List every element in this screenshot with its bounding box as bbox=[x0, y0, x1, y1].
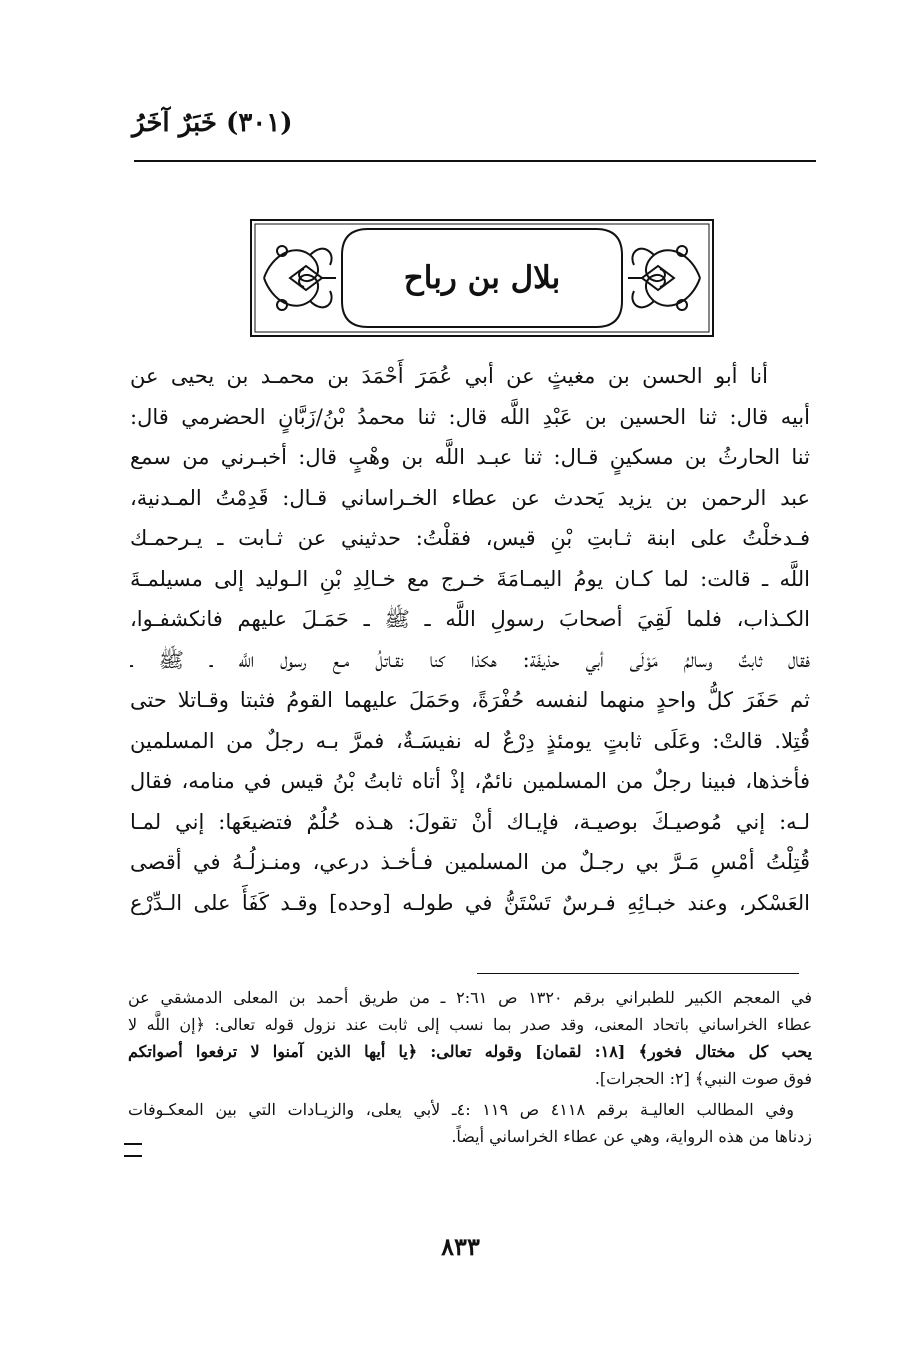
title-cartouche bbox=[250, 219, 714, 337]
footnotes bbox=[128, 984, 812, 1150]
footnote-line: يحب كل مختال فخور﴾ [١٨: لقمان] وقوله تعالى: ﴿يا أيها الذين آمنوا لا ترفعوا أصواتكم bbox=[128, 1042, 812, 1061]
running-header: (٣٠١) خَبَرٌ آخَرُ bbox=[132, 108, 293, 138]
footnote-line: زدناها من هذه الرواية، وهي عن عطاء الخراساني أيضاً. bbox=[451, 1127, 812, 1146]
text-line: العَسْكر، وعند خبـائِهِ فـرسٌ تَسْتَنُّ في طولـه [وحده] وقـد كَفَأَ على الـدِّرْع bbox=[130, 890, 810, 915]
text-line: أنا أبو الحسن بن مغيثٍ عن أبي عُمَرَ أَحْمَدَ بن محمـد بن يحيى عن bbox=[130, 364, 768, 388]
text-line: اللَّه ـ قالت: لما كـان يومُ اليمـامَةَ خـرج مع خـالِدِ بْنِ الـوليد إلى مسيلمـةَ bbox=[130, 566, 810, 591]
footnote-line: عطاء الخراساني باتحاد المعنى، وقد صدر بما نسب إلى ثابت عند نزول قوله تعالى: ﴿إن اللَّه لا bbox=[128, 1015, 812, 1034]
chapter-title: بلال بن رباح bbox=[403, 260, 561, 296]
footnote-line: فوق صوت النبي﴾ [٢: الحجرات]. bbox=[594, 1069, 812, 1088]
text-line: فأخذها، فبينا رجلٌ من المسلمين نائمٌ، إذْ أتاه ثابتُ بْنُ قيس في منامه، فقال bbox=[130, 769, 810, 793]
text-line: أبيه قال: ثنا الحسين بن عَبْدِ اللَّه قال: ثنا محمدُ بْنُ/زَبَّانٍ الحضرمي قال: bbox=[130, 404, 810, 429]
text-line: الكـذاب، فلما لَقِيَ أصحابَ رسولِ اللَّه ـ ﷺ ـ حَمَـلَ عليهم فانكشفـوا، bbox=[130, 607, 810, 631]
text-line: لـه: إني مُوصيـكَ بوصيـة، فإيـاك أنْ تقولَ: هـذه حُلُمٌ فتضيعَها: إني لمـا bbox=[130, 809, 810, 834]
text-line: ثنا الحارثُ بن مسكينٍ قـال: ثنا عبـد اللَّه بن وهْبٍ قال: أخبـرني من سمع bbox=[130, 445, 810, 469]
footnote-separator bbox=[477, 973, 799, 974]
text-line: عبد الرحمن بن يزيد يَحدث عن عطاء الخـراساني قـال: قَدِمْتُ المـدنية، bbox=[130, 485, 810, 510]
margin-equals-mark bbox=[124, 1143, 142, 1157]
text-line: قُتِلا. قالتْ: وعَلَى ثابتٍ يومئذٍ دِرْعٌ له نفيسَـةٌ، فمرَّ بـه رجلٌ من المسلمين bbox=[130, 728, 810, 753]
footnote-line: في المعجم الكبير للطبراني برقم ١٣٢٠ ص ٢:٦١ ـ من طريق أحمد بن المعلى الدمشقي عن bbox=[128, 988, 812, 1007]
header-rule bbox=[134, 160, 816, 162]
main-text bbox=[130, 356, 810, 923]
text-line: ثم حَفَرَ كلُّ واحدٍ منهما لنفسه حُفْرَةً، وحَمَلَ عليهما القومُ فثبتا وقـاتلا حتى bbox=[130, 688, 810, 712]
text-line: قُتِلْتُ أمْسِ مَـرَّ بي رجـلٌ من المسلمين فـأخـذ درعي، ومنـزلُـهُ في أقصى bbox=[130, 850, 810, 874]
footnote-line: وفي المطالب العاليـة برقم ٤١١٨ ص ١١٩ :٤ـ لأبي يعلى، والزيـادات التي بين المعكـوفات bbox=[128, 1100, 795, 1119]
page-number: ٨٣٣ bbox=[441, 1232, 480, 1261]
text-line: فقال ثابتٌ وسالمُ مَوْلَى أبي حذيفَة: هكذا كنا نقـاتلُ مـع رسول اللَّه ـ ﷺ ـ bbox=[130, 647, 810, 672]
text-line: فـدخلْتُ على ابنة ثـابتِ بْنِ قيس، فقلْتُ: حدثيني عن ثـابت ـ يـرحمـك bbox=[130, 526, 810, 550]
